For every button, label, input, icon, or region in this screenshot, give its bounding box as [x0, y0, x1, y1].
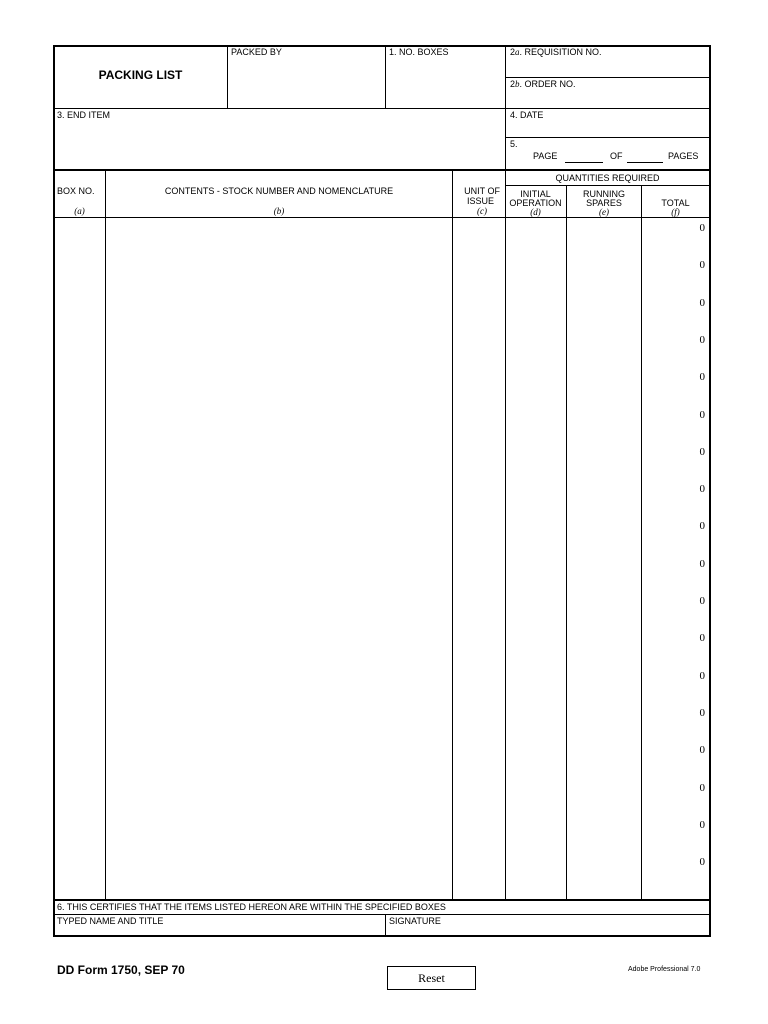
col-divider-e-f: [641, 186, 642, 900]
total-value[interactable]: 0: [699, 334, 705, 346]
running-sub: (e): [599, 207, 609, 217]
col-divider-d-e: [566, 186, 567, 900]
border-bottom: [53, 935, 710, 937]
col-divider-b-c: [452, 170, 453, 900]
running-header-line1: RUNNING: [583, 189, 625, 199]
running-header-line2: SPARES: [586, 198, 622, 208]
end-item-field[interactable]: [57, 122, 501, 166]
end-item-label: 3. END ITEM: [57, 110, 111, 120]
initial-sub: (d): [530, 207, 541, 217]
unit-header-line1: UNIT OF: [464, 186, 500, 196]
form-title: PACKING LIST: [98, 68, 183, 82]
border-top: [53, 45, 710, 47]
total-value[interactable]: 0: [699, 483, 705, 495]
initial-header-line2: OPERATION: [509, 198, 562, 208]
signature-label: SIGNATURE: [389, 916, 441, 926]
total-value[interactable]: 0: [699, 259, 705, 271]
line-under-certify: [54, 914, 710, 915]
reset-button[interactable]: Reset: [387, 966, 476, 990]
total-value[interactable]: 0: [699, 707, 705, 719]
order-label: 2b. ORDER NO.: [510, 79, 576, 89]
total-header: TOTAL: [661, 198, 690, 208]
signature-field[interactable]: [389, 926, 705, 935]
total-value[interactable]: 0: [699, 558, 705, 570]
page-word: PAGE: [533, 151, 558, 161]
line-date-page: [505, 137, 710, 138]
packed-by-label: PACKED BY: [231, 47, 282, 57]
unit-header-line2: ISSUE: [466, 196, 494, 206]
no-boxes-field[interactable]: [388, 58, 502, 106]
divider-packedby-boxes: [385, 46, 386, 109]
total-value[interactable]: 0: [699, 371, 705, 383]
contents-header: CONTENTS - STOCK NUMBER AND NOMENCLATURE: [164, 186, 394, 196]
order-field[interactable]: [508, 90, 706, 106]
page-num-label: 5.: [510, 139, 518, 149]
unit-sub: (c): [477, 206, 487, 216]
total-value[interactable]: 0: [699, 409, 705, 421]
total-value[interactable]: 0: [699, 297, 705, 309]
typed-name-label: TYPED NAME AND TITLE: [57, 916, 164, 926]
divider-name-signature: [385, 914, 386, 936]
total-sub: (f): [671, 207, 680, 217]
requisition-field[interactable]: [508, 58, 706, 75]
box-no-header: BOX NO.: [57, 186, 95, 196]
page-number-field[interactable]: [565, 150, 603, 163]
form-id: DD Form 1750, SEP 70: [57, 963, 185, 977]
quantities-required-header: QUANTITIES REQUIRED: [555, 173, 660, 183]
typed-name-field[interactable]: [57, 926, 382, 935]
total-value[interactable]: 0: [699, 782, 705, 794]
divider-title-packedby: [227, 46, 228, 109]
total-value[interactable]: 0: [699, 446, 705, 458]
total-value[interactable]: 0: [699, 595, 705, 607]
line-table-top: [54, 169, 710, 171]
total-value[interactable]: 0: [699, 632, 705, 644]
line-under-header: [54, 108, 710, 109]
total-value[interactable]: 0: [699, 222, 705, 234]
total-value[interactable]: 0: [699, 744, 705, 756]
no-boxes-label: 1. NO. BOXES: [389, 47, 449, 57]
line-table-bottom: [54, 899, 710, 901]
date-label: 4. DATE: [510, 110, 544, 120]
initial-header-line1: INITIAL: [520, 189, 551, 199]
total-value[interactable]: 0: [699, 819, 705, 831]
packed-by-field[interactable]: [230, 58, 382, 106]
contents-sub: (b): [273, 206, 285, 216]
line-under-col-headers: [54, 217, 710, 218]
col-divider-c-d: [505, 170, 506, 900]
box-no-sub: (a): [74, 206, 85, 216]
line-under-quantities: [505, 185, 710, 186]
date-field[interactable]: [508, 121, 706, 135]
total-value[interactable]: 0: [699, 520, 705, 532]
total-pages-field[interactable]: [627, 150, 663, 163]
total-value[interactable]: 0: [699, 670, 705, 682]
software-note: Adobe Professional 7.0: [628, 966, 701, 973]
certify-text: 6. THIS CERTIFIES THAT THE ITEMS LISTED HEREON ARE WITHIN THE SPECIFIED BOXES: [57, 902, 446, 912]
total-value[interactable]: 0: [699, 856, 705, 868]
border-left: [53, 45, 55, 937]
of-word: OF: [610, 151, 623, 161]
col-divider-a-b: [105, 170, 106, 900]
pages-word: PAGES: [668, 151, 699, 161]
line-2a-2b: [505, 77, 710, 78]
requisition-label: 2a. REQUISITION NO.: [510, 47, 602, 57]
